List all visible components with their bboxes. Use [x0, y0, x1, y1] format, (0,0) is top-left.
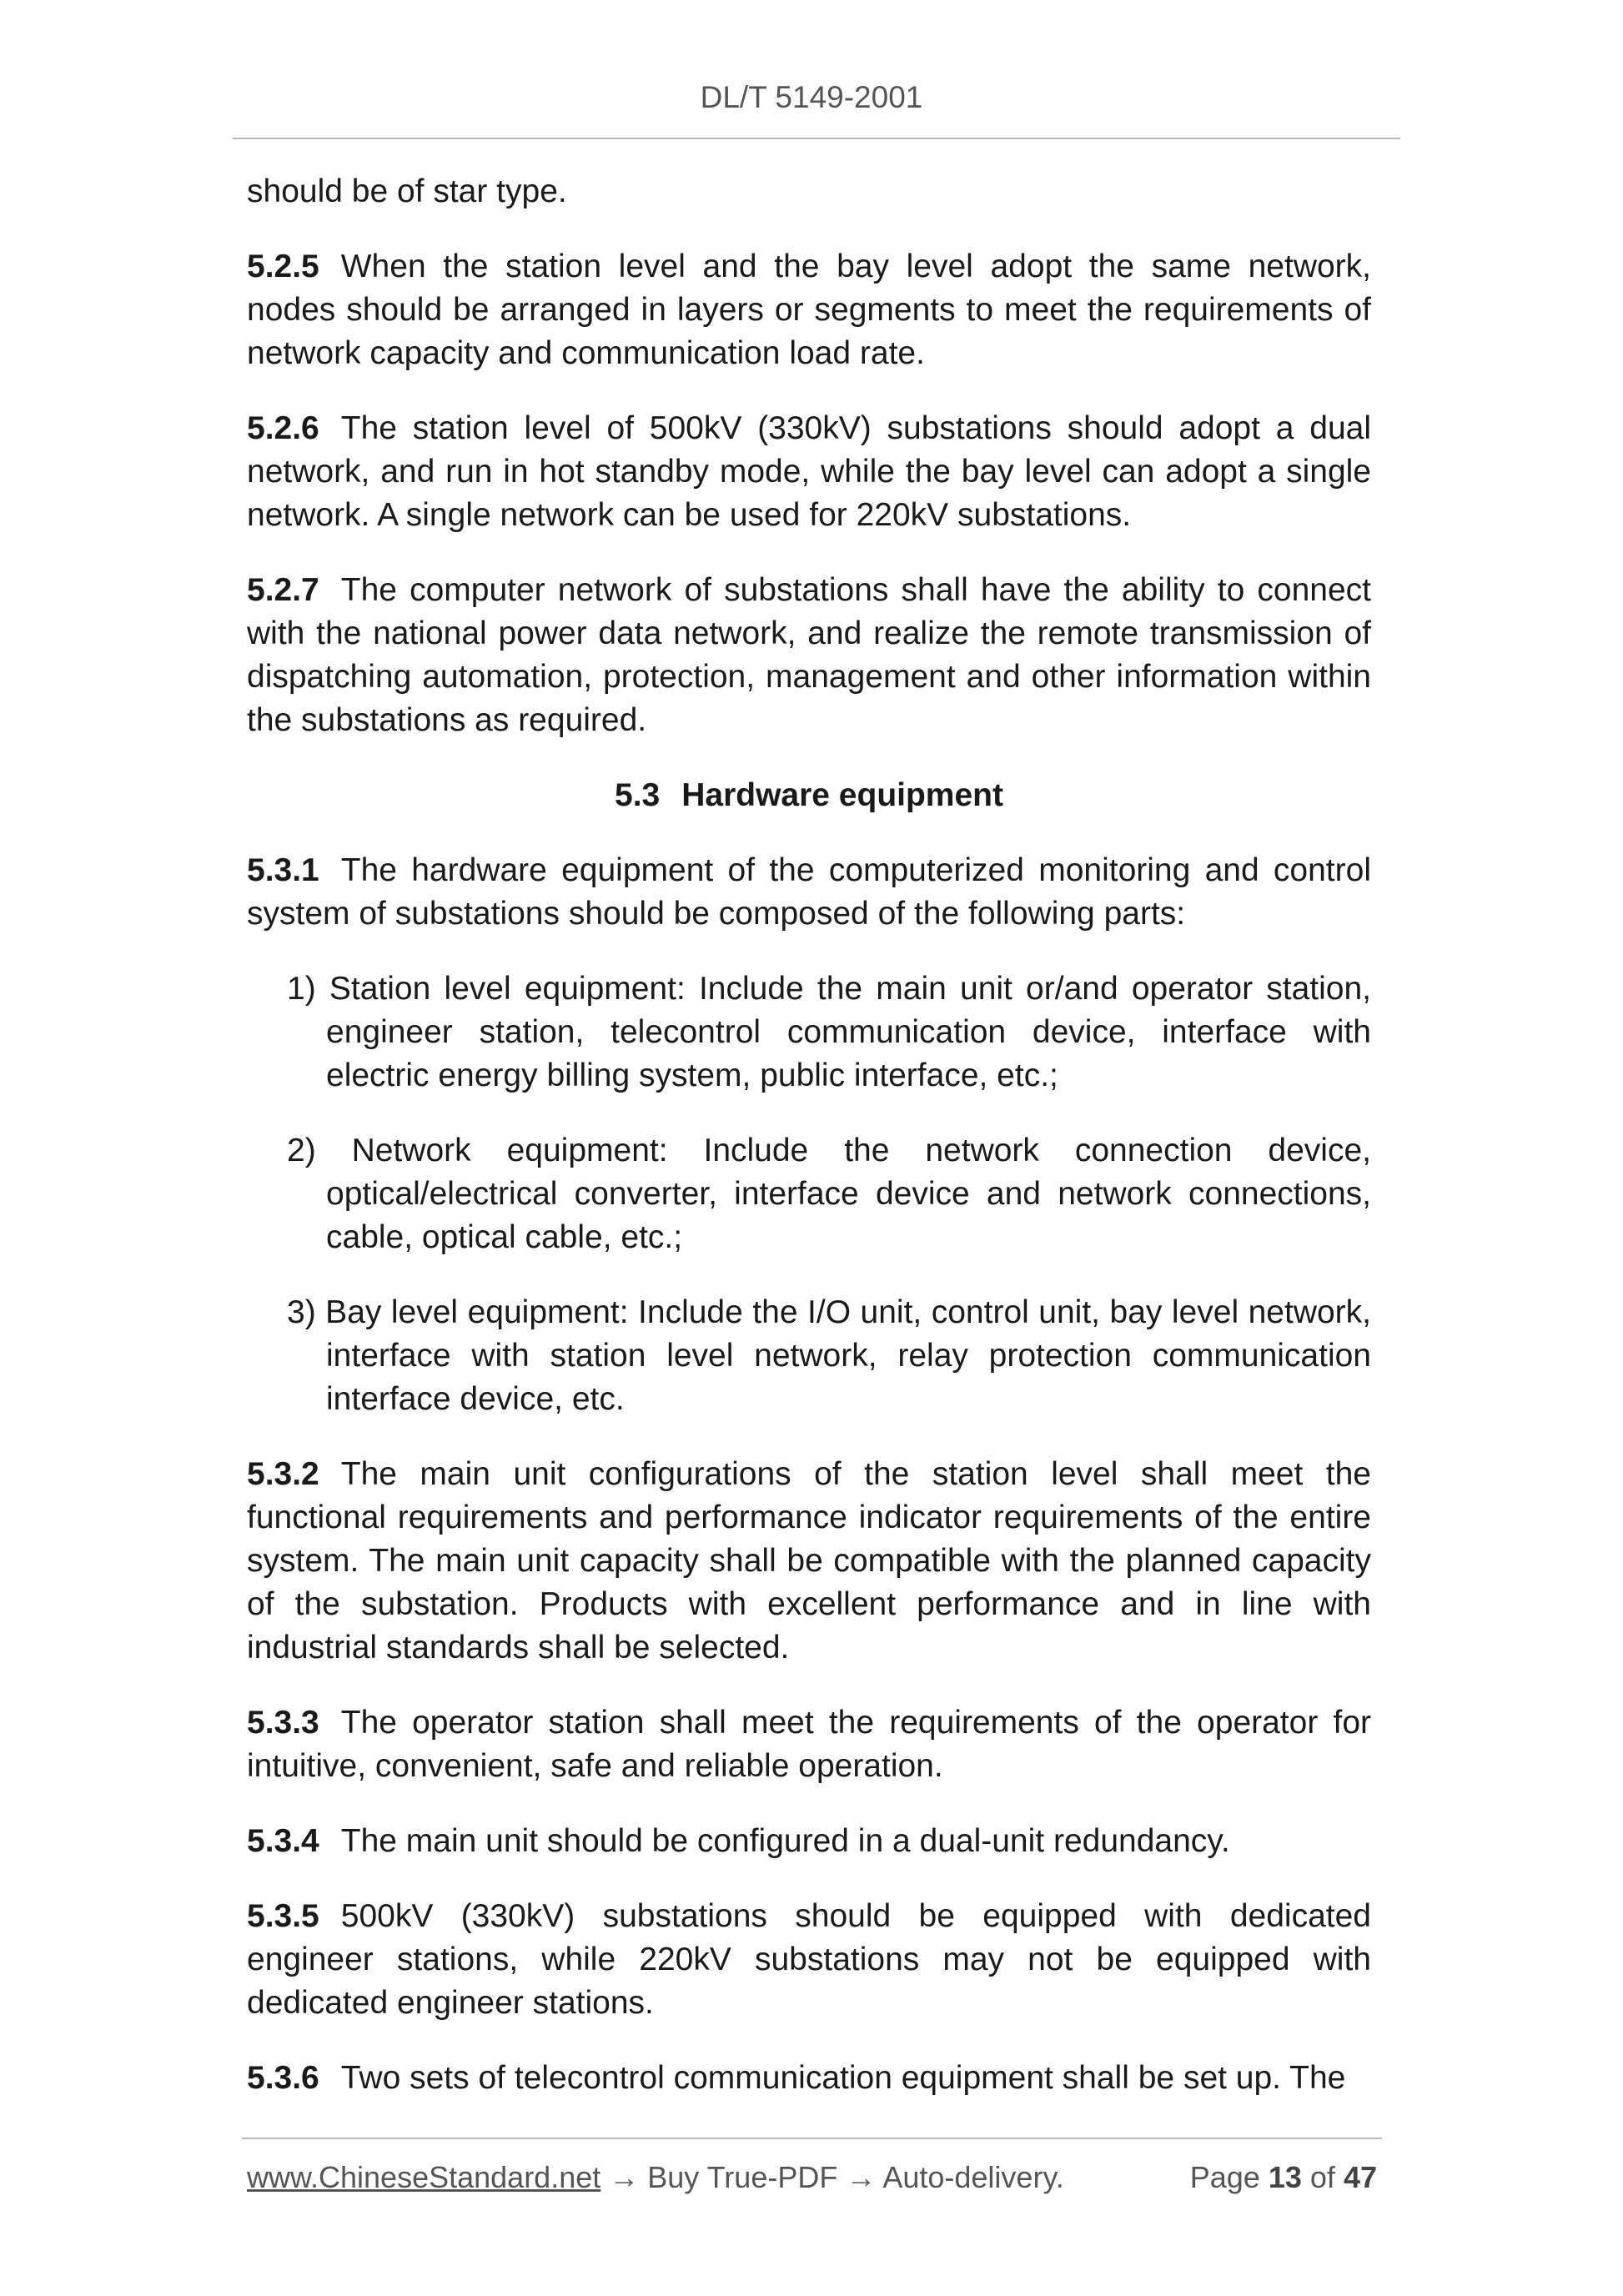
site-link[interactable]: www.ChineseStandard.net	[247, 2160, 601, 2194]
page-label: Page	[1189, 2160, 1260, 2194]
list-item-station-level: 1) Station level equipment: Include the main unit or/and operator station, engineer station, telecontrol communication device, interface with electric energy billing system, public interface, etc.;	[287, 971, 1371, 1093]
section-heading-5-3	[247, 774, 1371, 817]
current-page-number: 13	[1268, 2160, 1302, 2194]
paragraph-continuation: should be of star type.	[247, 173, 567, 209]
section-number: 5.3	[615, 777, 661, 813]
clause-number: 5.3.4	[247, 1823, 319, 1859]
footer-divider	[242, 2138, 1382, 2139]
clause-5-2-5	[247, 245, 1371, 375]
clause-number: 5.3.5	[247, 1898, 319, 1934]
clause-text: 500kV (330kV) substations should be equipped with dedicated engineer stations, while 220kV substations may not be equipped with dedicated engineer stations.	[247, 1898, 1371, 2021]
page-footer	[247, 2160, 1377, 2195]
clause-text: The main unit configurations of the station level shall meet the functional requirements and performance indicator requirements of the entire system. The main unit capacity shall be compatible with the planned capacity of the substation. Products with excellent performance and in line with industrial standards shall be selected.	[247, 1456, 1371, 1665]
clause-number: 5.2.7	[247, 572, 319, 608]
clause-text: Two sets of telecontrol communication equipment shall be set up. The	[340, 2060, 1346, 2096]
document-body	[247, 170, 1371, 2132]
clause-number: 5.3.2	[247, 1456, 319, 1492]
footer-left	[247, 2160, 1064, 2195]
header-divider	[233, 138, 1400, 139]
clause-number: 5.3.3	[247, 1705, 319, 1741]
document-code-header: DL/T 5149-2001	[700, 80, 923, 114]
clause-text: The hardware equipment of the computerized monitoring and control system of substations should be composed of the following parts:	[247, 852, 1371, 932]
clause-5-2-6	[247, 407, 1371, 537]
clause-number: 5.3.6	[247, 2060, 319, 2096]
clause-5-3-1	[247, 849, 1371, 936]
total-pages-number: 47	[1343, 2160, 1377, 2194]
clause-5-2-7	[247, 569, 1371, 742]
clause-text: The operator station shall meet the requirements of the operator for intuitive, convenient, safe and reliable operation.	[247, 1705, 1371, 1784]
clause-text: When the station level and the bay level adopt the same network, nodes should be arranged in layers or segments to meet the requirements of network capacity and communication load rate.	[247, 249, 1371, 371]
clause-number: 5.2.5	[247, 249, 319, 284]
clause-5-3-6	[247, 2057, 1371, 2100]
clause-text: The station level of 500kV (330kV) substations should adopt a dual network, and run in hot standby mode, while the bay level can adopt a single network. A single network can be used for 220kV substations.	[247, 410, 1371, 533]
list-item-bay-level: 3) Bay level equipment: Include the I/O unit, control unit, bay level network, interface with station level network, relay protection communication interface device, etc.	[287, 1294, 1371, 1417]
clause-5-3-2	[247, 1453, 1371, 1670]
page-of-label: of	[1309, 2160, 1335, 2194]
clause-5-3-5	[247, 1895, 1371, 2025]
clause-5-3-3	[247, 1701, 1371, 1788]
equipment-list	[247, 967, 1371, 1421]
clause-5-3-4	[247, 1820, 1371, 1863]
promo-text: → Buy True-PDF → Auto-delivery.	[609, 2160, 1064, 2194]
list-item-network: 2) Network equipment: Include the network connection device, optical/electrical converter, interface device and network connections, cable, optical cable, etc.;	[287, 1133, 1371, 1255]
clause-number: 5.2.6	[247, 410, 319, 446]
clause-number: 5.3.1	[247, 852, 319, 888]
clause-text: The main unit should be configured in a dual-unit redundancy.	[340, 1823, 1230, 1859]
section-title: Hardware equipment	[681, 777, 1003, 813]
page-indicator	[1190, 2160, 1377, 2195]
clause-text: The computer network of substations shall have the ability to connect with the national power data network, and realize the remote transmission of dispatching automation, protection, management and other information within the substations as required.	[247, 572, 1371, 738]
